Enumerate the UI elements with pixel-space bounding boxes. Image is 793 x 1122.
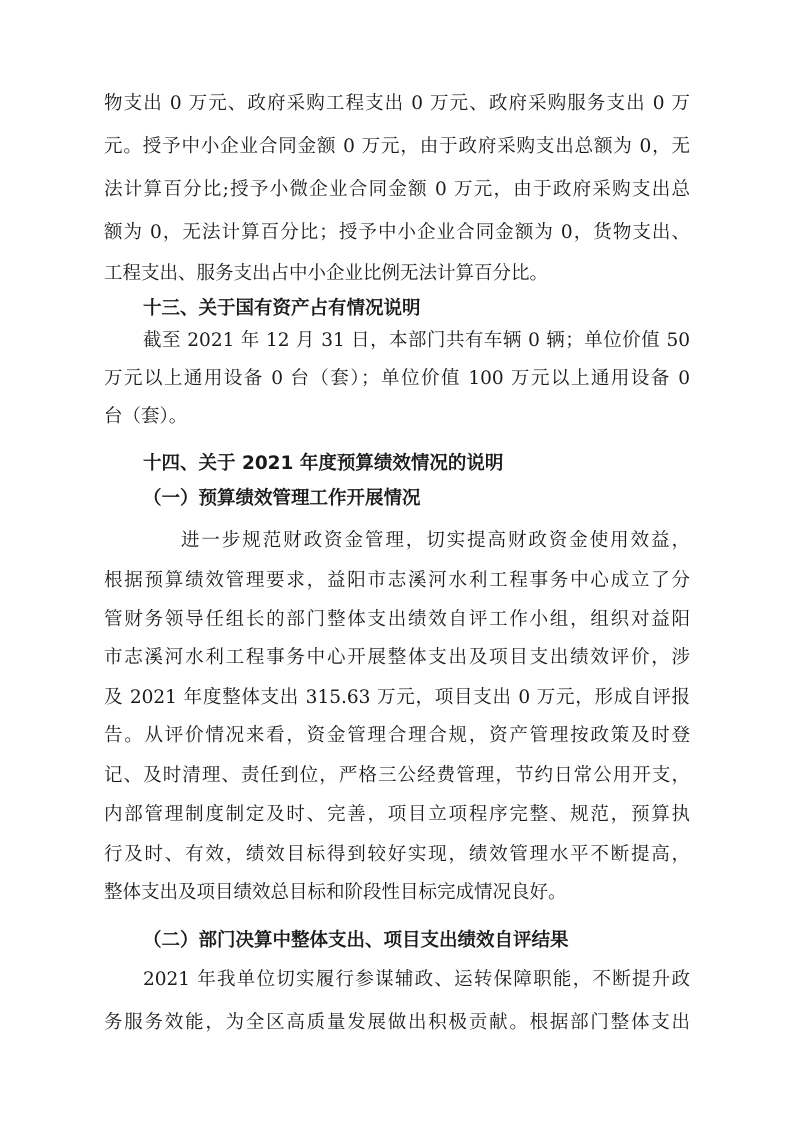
text-line: 万元以上通用设备 0 台（套）；单位价值 100 万元以上通用设备 0 bbox=[104, 368, 690, 389]
text-line: 内部管理制度制定及时、完善，项目立项程序完整、规范，预算执 bbox=[104, 804, 690, 825]
subsection-heading-1: （一）预算绩效管理工作开展情况 bbox=[143, 488, 421, 509]
text-line: 额为 0，无法计算百分比；授予中小企业合同金额为 0，货物支出、 bbox=[104, 222, 690, 243]
text-line: 整体支出及项目绩效总目标和阶段性目标完成情况良好。 bbox=[104, 882, 567, 903]
text-line: 行及时、有效，绩效目标得到较好实现，绩效管理水平不断提高， bbox=[104, 844, 690, 865]
text-line: 台（套）。 bbox=[104, 406, 188, 427]
text-line: 进一步规范财政资金管理，切实提高财政资金使用效益， bbox=[181, 530, 690, 551]
text-line: 务服务效能，为全区高质量发展做出积极贡献。根据部门整体支出 bbox=[104, 1012, 690, 1033]
section-heading-14: 十四、关于 2021 年度预算绩效情况的说明 bbox=[143, 453, 504, 474]
text-line: 2021 年我单位切实履行参谋辅政、运转保障职能，不断提升政 bbox=[143, 969, 690, 990]
text-line: 工程支出、服务支出占中小企业比例无法计算百分比。 bbox=[104, 263, 549, 284]
text-line: 及 2021 年度整体支出 315.63 万元，项目支出 0 万元，形成自评报 bbox=[104, 687, 690, 708]
text-line: 告。从评价情况来看，资金管理合理合规，资产管理按政策及时登 bbox=[104, 725, 690, 746]
section-heading-13: 十三、关于国有资产占有情况说明 bbox=[143, 298, 421, 319]
text-line: 记、及时清理、责任到位，严格三公经费管理，节约日常公用开支， bbox=[104, 765, 690, 786]
text-line: 根据预算绩效管理要求，益阳市志溪河水利工程事务中心成立了分 bbox=[104, 570, 690, 591]
text-line: 管财务领导任组长的部门整体支出绩效自评工作小组，组织对益阳 bbox=[104, 609, 690, 630]
text-line: 截至 2021 年 12 月 31 日，本部门共有车辆 0 辆；单位价值 50 bbox=[143, 330, 690, 351]
subsection-heading-2: （二）部门决算中整体支出、项目支出绩效自评结果 bbox=[143, 930, 569, 951]
text-line: 市志溪河水利工程事务中心开展整体支出及项目支出绩效评价，涉 bbox=[104, 647, 690, 668]
text-line: 物支出 0 万元、政府采购工程支出 0 万元、政府采购服务支出 0 万 bbox=[104, 93, 690, 114]
text-line: 法计算百分比;授予小微企业合同金额 0 万元，由于政府采购支出总 bbox=[104, 179, 690, 200]
text-line: 元。授予中小企业合同金额 0 万元，由于政府采购支出总额为 0，无 bbox=[104, 136, 690, 157]
